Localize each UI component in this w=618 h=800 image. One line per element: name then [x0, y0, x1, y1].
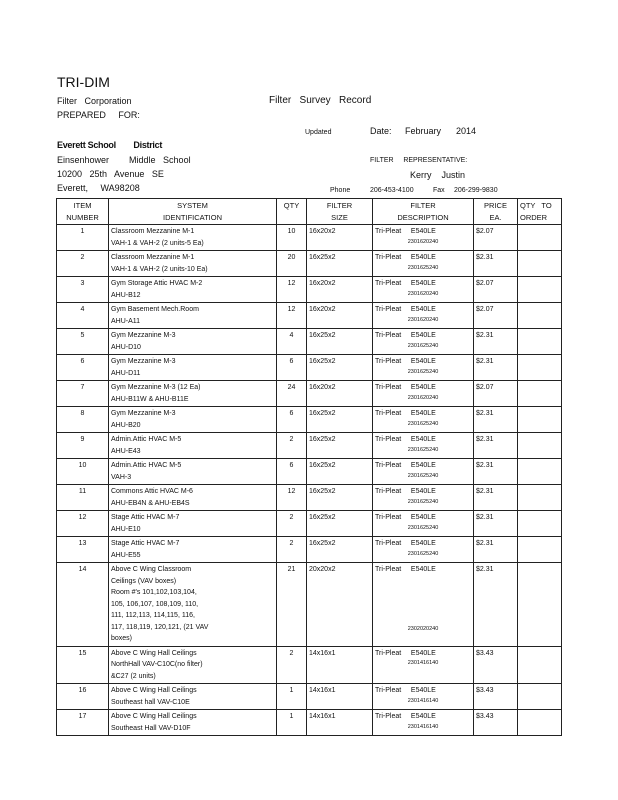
description-text: Tri-Pleat E540LE — [375, 566, 436, 573]
col-header-item: ITEM NUMBER — [57, 199, 109, 225]
description-text: Tri-Pleat E540LE — [375, 713, 436, 720]
phone-number: 206-453-4100 — [370, 187, 414, 194]
filter-size: 16x25x2 — [307, 355, 373, 381]
quantity: 6 — [277, 459, 307, 485]
description-text: Tri-Pleat E540LE — [375, 358, 436, 365]
item-number: 1 — [57, 225, 109, 251]
part-number: 2301625240 — [407, 342, 439, 349]
quantity: 1 — [277, 684, 307, 710]
filter-description — [373, 646, 474, 684]
qty-to-order-cell[interactable] — [518, 646, 562, 684]
qty-to-order-cell[interactable] — [518, 329, 562, 355]
system-identification: Above C Wing Classroom Ceilings (VAV boxes) Room #'s 101,102,103,104, 105, 106,107, 108,109, 110, 111, 112,113, 114,115, 116, 117, 118,119, 120,121, (21 VAV boxes) — [109, 563, 277, 647]
filter-description — [373, 251, 474, 277]
part-number: 2301620240 — [407, 290, 439, 297]
item-number: 5 — [57, 329, 109, 355]
customer-street: 10200 25th Avenue SE — [57, 169, 164, 179]
filter-size: 16x25x2 — [307, 537, 373, 563]
filter-description — [373, 407, 474, 433]
company-line: Filter Corporation — [57, 96, 132, 106]
description-text: Tri-Pleat E540LE — [375, 687, 436, 694]
quantity: 2 — [277, 511, 307, 537]
table-row — [57, 684, 562, 710]
filter-size: 20x20x2 — [307, 563, 373, 647]
system-identification: Stage Attic HVAC M-7 AHU-E55 — [109, 537, 277, 563]
price-each: $2.31 — [474, 329, 518, 355]
item-number: 2 — [57, 251, 109, 277]
price-each: $2.31 — [474, 563, 518, 647]
qty-to-order-cell[interactable] — [518, 381, 562, 407]
part-number: 2301625240 — [407, 264, 439, 271]
table-row — [57, 459, 562, 485]
system-identification: Gym Mezzanine M-3 AHU-D10 — [109, 329, 277, 355]
part-number: 2301625240 — [407, 498, 439, 505]
item-number: 6 — [57, 355, 109, 381]
price-each: $3.43 — [474, 646, 518, 684]
phone-label: Phone — [330, 187, 351, 194]
description-text: Tri-Pleat E540LE — [375, 514, 436, 521]
description-text: Tri-Pleat E540LE — [375, 384, 436, 391]
customer-name: Everett School District — [57, 140, 163, 150]
system-identification: Commons Attic HVAC M-6 AHU-EB4N & AHU-EB4S — [109, 485, 277, 511]
filter-size: 16x20x2 — [307, 303, 373, 329]
fax-label: Fax — [433, 187, 445, 194]
price-each: $2.07 — [474, 225, 518, 251]
rep-label: FILTER REPRESENTATIVE: — [370, 157, 468, 164]
item-number: 13 — [57, 537, 109, 563]
part-number: 2301625240 — [407, 420, 439, 427]
table-row — [57, 407, 562, 433]
description-text: Tri-Pleat E540LE — [375, 462, 436, 469]
table-row — [57, 511, 562, 537]
filter-description — [373, 355, 474, 381]
system-identification: Above C Wing Hall Ceilings NorthHall VAV-C10C(no filter) &C27 (2 units) — [109, 646, 277, 684]
part-number: 2301625240 — [407, 368, 439, 375]
part-number: 2301416140 — [407, 697, 439, 704]
part-number: 2301625240 — [407, 550, 439, 557]
table-row — [57, 646, 562, 684]
qty-to-order-cell[interactable] — [518, 303, 562, 329]
price-each: $3.43 — [474, 684, 518, 710]
filter-size: 14x16x1 — [307, 646, 373, 684]
qty-to-order-cell[interactable] — [518, 225, 562, 251]
item-number: 4 — [57, 303, 109, 329]
filter-size: 16x25x2 — [307, 329, 373, 355]
table-row — [57, 537, 562, 563]
description-text: Tri-Pleat E540LE — [375, 540, 436, 547]
item-number: 16 — [57, 684, 109, 710]
system-identification: Above C Wing Hall Ceilings Southeast Hall VAV-D10F — [109, 710, 277, 736]
filter-size: 16x25x2 — [307, 407, 373, 433]
quantity: 6 — [277, 407, 307, 433]
system-identification: Classroom Mezzanine M-1 VAH-1 & VAH-2 (2 units-5 Ea) — [109, 225, 277, 251]
filter-size: 16x25x2 — [307, 511, 373, 537]
part-number: 2301416140 — [407, 660, 439, 666]
system-identification: Gym Mezzanine M-3 (12 Ea) AHU-B11W & AHU-B11E — [109, 381, 277, 407]
filter-size: 16x25x2 — [307, 433, 373, 459]
filter-description — [373, 459, 474, 485]
filter-survey-table — [56, 198, 562, 736]
description-text: Tri-Pleat E540LE — [375, 649, 436, 657]
quantity: 12 — [277, 303, 307, 329]
filter-description — [373, 225, 474, 251]
system-identification: Admin.Attic HVAC M-5 VAH-3 — [109, 459, 277, 485]
date-year: 2014 — [456, 126, 477, 136]
price-each: $2.31 — [474, 485, 518, 511]
company-name: TRI-DIM — [57, 74, 110, 90]
system-identification: Above C Wing Hall Ceilings Southeast hall VAV-C10E — [109, 684, 277, 710]
fax-number: 206-299-9830 — [454, 187, 498, 194]
price-each: $3.43 — [474, 710, 518, 736]
price-each: $2.31 — [474, 407, 518, 433]
part-number: 2301625240 — [407, 446, 439, 453]
system-identification: Classroom Mezzanine M-1 VAH-1 & VAH-2 (2 units-10 Ea) — [109, 251, 277, 277]
price-each: $2.31 — [474, 459, 518, 485]
quantity: 4 — [277, 329, 307, 355]
document-title: Filter Survey Record — [269, 95, 372, 106]
prepared-for-label: PREPARED FOR: — [57, 110, 140, 120]
filter-description — [373, 537, 474, 563]
item-number: 7 — [57, 381, 109, 407]
system-identification: Stage Attic HVAC M-7 AHU-E10 — [109, 511, 277, 537]
col-header-description: FILTER DESCRIPTION — [373, 199, 474, 225]
part-number: 2301416140 — [407, 723, 439, 730]
quantity: 2 — [277, 537, 307, 563]
description-text: Tri-Pleat E540LE — [375, 488, 436, 495]
qty-to-order-cell[interactable] — [518, 485, 562, 511]
filter-description — [373, 511, 474, 537]
price-each: $2.31 — [474, 511, 518, 537]
qty-to-order-cell[interactable] — [518, 684, 562, 710]
description-text: Tri-Pleat E540LE — [375, 436, 436, 443]
part-number: 2301625240 — [407, 472, 439, 479]
filter-description — [373, 329, 474, 355]
filter-size: 16x20x2 — [307, 225, 373, 251]
price-each: $2.07 — [474, 303, 518, 329]
filter-description — [373, 381, 474, 407]
part-number: 2301620240 — [407, 238, 439, 245]
system-identification: Gym Basement Mech.Room AHU-A11 — [109, 303, 277, 329]
qty-to-order-cell[interactable] — [518, 537, 562, 563]
quantity: 10 — [277, 225, 307, 251]
quantity: 24 — [277, 381, 307, 407]
table-row — [57, 433, 562, 459]
date-label: Date: — [370, 126, 392, 136]
table-row — [57, 485, 562, 511]
system-identification: Gym Storage Attic HVAC M-2 AHU-B12 — [109, 277, 277, 303]
system-identification: Admin.Attic HVAC M-5 AHU-E43 — [109, 433, 277, 459]
table-row — [57, 710, 562, 736]
qty-to-order-cell[interactable] — [518, 459, 562, 485]
filter-size: 16x20x2 — [307, 277, 373, 303]
price-each: $2.31 — [474, 251, 518, 277]
qty-to-order-cell[interactable] — [518, 433, 562, 459]
filter-size: 14x16x1 — [307, 710, 373, 736]
filter-description — [373, 563, 474, 647]
description-text: Tri-Pleat E540LE — [375, 332, 436, 339]
item-number: 14 — [57, 563, 109, 647]
col-header-size: FILTER SIZE — [307, 199, 373, 225]
description-text: Tri-Pleat E540LE — [375, 280, 436, 287]
table-row — [57, 381, 562, 407]
table-row — [57, 355, 562, 381]
part-number: 2302020240 — [407, 626, 439, 632]
quantity: 2 — [277, 433, 307, 459]
qty-to-order-cell[interactable] — [518, 355, 562, 381]
qty-to-order-cell[interactable] — [518, 407, 562, 433]
quantity: 1 — [277, 710, 307, 736]
item-number: 17 — [57, 710, 109, 736]
system-identification: Gym Mezzanine M-3 AHU-B20 — [109, 407, 277, 433]
col-header-system: SYSTEM IDENTIFICATION — [109, 199, 277, 225]
qty-to-order-cell[interactable] — [518, 563, 562, 647]
item-number: 15 — [57, 646, 109, 684]
quantity: 12 — [277, 485, 307, 511]
filter-size: 14x16x1 — [307, 684, 373, 710]
col-header-qty-to-order: QTY TO ORDER — [518, 199, 562, 225]
quantity: 12 — [277, 277, 307, 303]
description-text: Tri-Pleat E540LE — [375, 306, 436, 313]
price-each: $2.31 — [474, 537, 518, 563]
filter-description — [373, 303, 474, 329]
item-number: 11 — [57, 485, 109, 511]
description-text: Tri-Pleat E540LE — [375, 410, 436, 417]
quantity: 21 — [277, 563, 307, 647]
quantity: 2 — [277, 646, 307, 684]
price-each: $2.31 — [474, 355, 518, 381]
qty-to-order-cell[interactable] — [518, 710, 562, 736]
table-row — [57, 277, 562, 303]
filter-description — [373, 710, 474, 736]
customer-city: Everett, WA98208 — [57, 183, 140, 193]
table-row — [57, 303, 562, 329]
qty-to-order-cell[interactable] — [518, 277, 562, 303]
system-identification: Gym Mezzanine M-3 AHU-D11 — [109, 355, 277, 381]
part-number: 2301620240 — [407, 394, 439, 401]
item-number: 3 — [57, 277, 109, 303]
col-header-qty: QTY — [277, 199, 307, 225]
part-number: 2301620240 — [407, 316, 439, 323]
rep-name: Kerry Justin — [410, 170, 466, 180]
table-header-row — [57, 199, 562, 225]
qty-to-order-cell[interactable] — [518, 511, 562, 537]
customer-school: Einsenhower Middle School — [57, 155, 191, 165]
filter-description — [373, 433, 474, 459]
item-number: 8 — [57, 407, 109, 433]
description-text: Tri-Pleat E540LE — [375, 228, 436, 235]
filter-size: 16x25x2 — [307, 251, 373, 277]
part-number: 2301625240 — [407, 524, 439, 531]
filter-description — [373, 485, 474, 511]
price-each: $2.07 — [474, 381, 518, 407]
filter-description — [373, 277, 474, 303]
updated-label: Updated — [305, 129, 332, 136]
date-month: February — [405, 126, 442, 136]
item-number: 10 — [57, 459, 109, 485]
col-header-price: PRICE EA. — [474, 199, 518, 225]
table-row — [57, 563, 562, 647]
filter-size: 16x20x2 — [307, 381, 373, 407]
filter-size: 16x25x2 — [307, 485, 373, 511]
quantity: 20 — [277, 251, 307, 277]
table-row — [57, 251, 562, 277]
qty-to-order-cell[interactable] — [518, 251, 562, 277]
table-row — [57, 329, 562, 355]
description-text: Tri-Pleat E540LE — [375, 254, 436, 261]
quantity: 6 — [277, 355, 307, 381]
item-number: 9 — [57, 433, 109, 459]
price-each: $2.31 — [474, 433, 518, 459]
filter-size: 16x25x2 — [307, 459, 373, 485]
price-each: $2.07 — [474, 277, 518, 303]
filter-description — [373, 684, 474, 710]
item-number: 12 — [57, 511, 109, 537]
table-row — [57, 225, 562, 251]
